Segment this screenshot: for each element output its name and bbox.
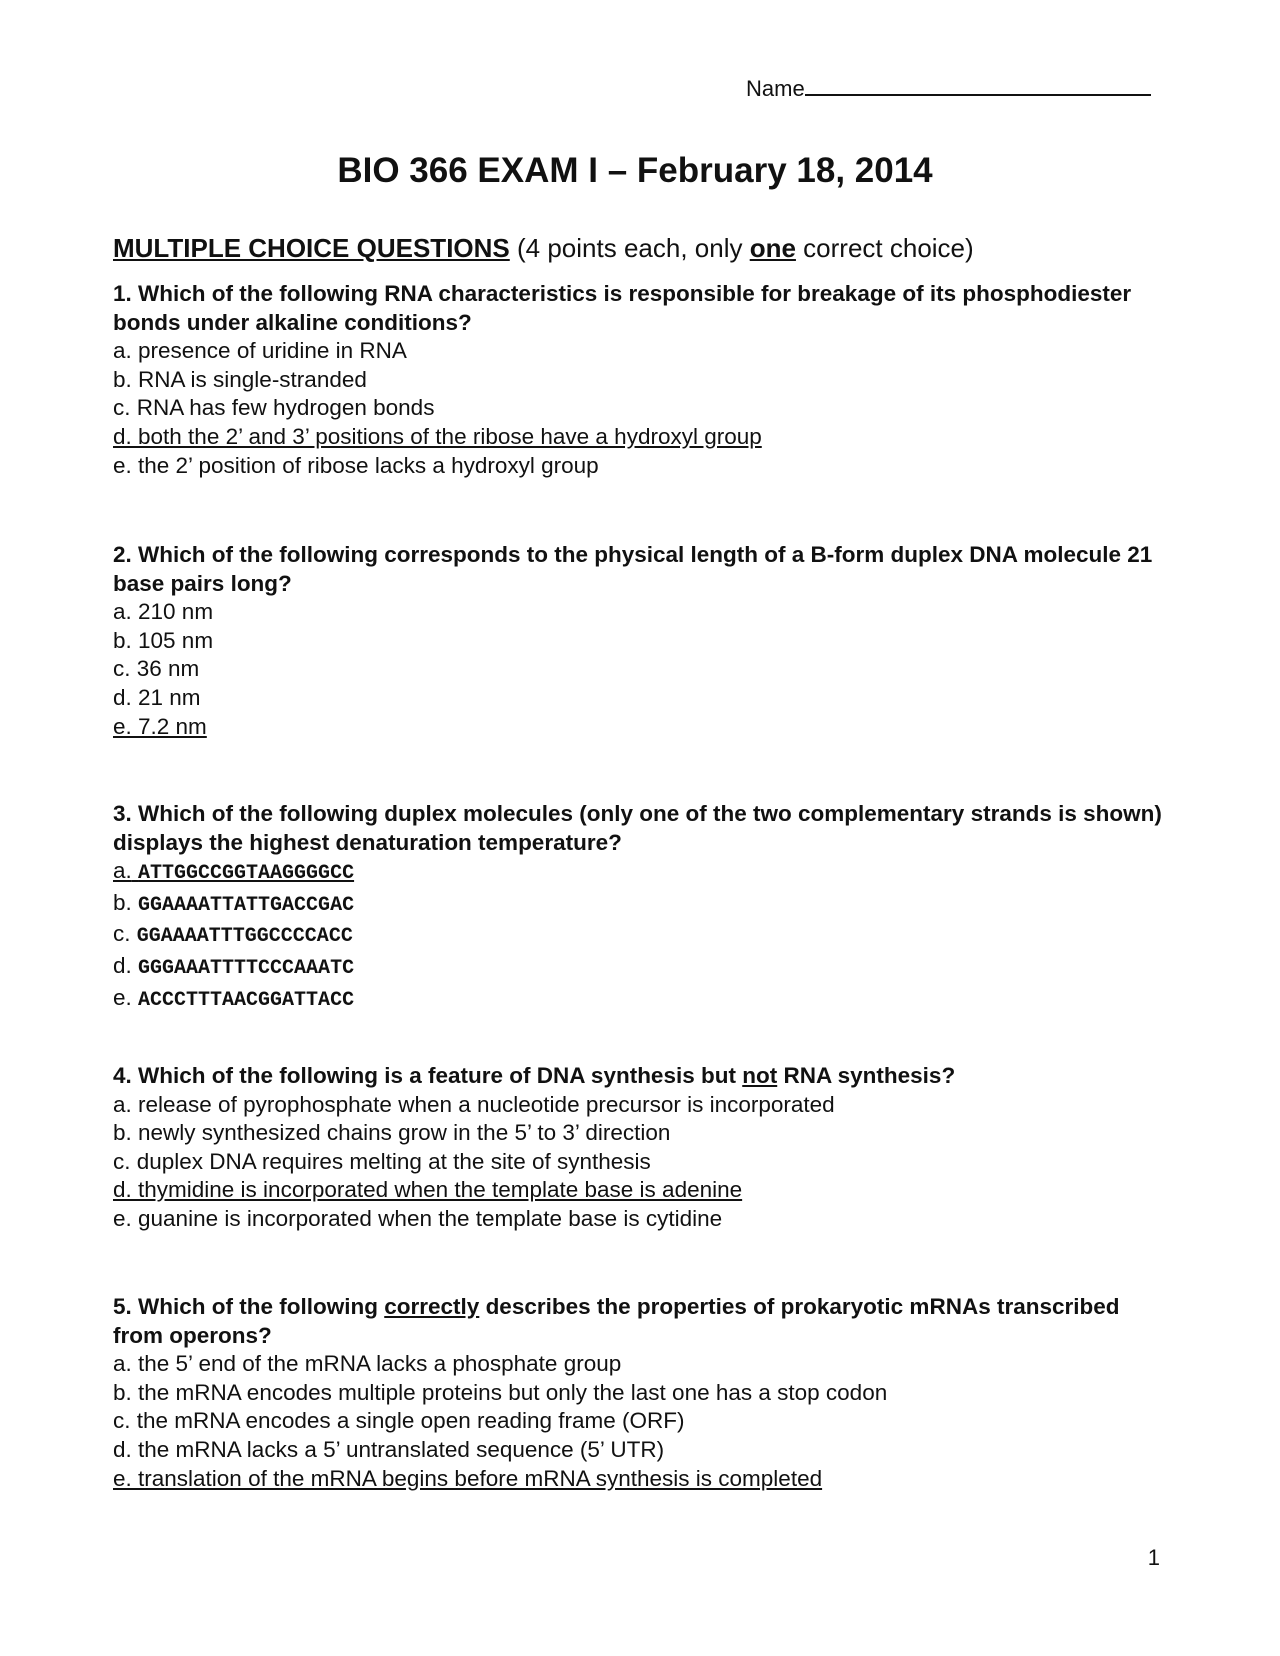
option-b: b. RNA is single-stranded [113, 366, 367, 392]
name-blank-line[interactable] [805, 74, 1151, 96]
option-b [113, 889, 1173, 921]
question-stem [113, 1062, 1173, 1091]
stem-prefix: 5. Which of the following [113, 1294, 378, 1319]
option-e-correct: e. 7.2 nm [113, 713, 207, 739]
stem-emphasis: not [742, 1063, 778, 1088]
question-stem: 2. Which of the following corresponds to the physical length of a B-form duplex DNA molecule 21 base pairs long? [113, 542, 1153, 596]
question-stem: 3. Which of the following duplex molecules (only one of the two complementary strands is shown) displays the highest denaturation temperature? [113, 801, 1162, 855]
dna-sequence: GGGAAATTTTCCCAAATC [138, 956, 355, 980]
option-a-correct [113, 857, 1173, 889]
stem-suffix: describes the properties of prokaryotic mRNAs transcribed from operons? [113, 1294, 1120, 1348]
page-number: 1 [1147, 1545, 1160, 1570]
option-c: c. duplex DNA requires melting at the site of synthesis [113, 1148, 651, 1174]
name-field [746, 74, 1151, 102]
question-4 [113, 1062, 1173, 1234]
option-d: d. 21 nm [113, 684, 201, 710]
option-a: a. 210 nm [113, 599, 214, 625]
section-note-emphasis: one [749, 233, 796, 263]
name-label: Name [746, 76, 805, 101]
question-3 [113, 800, 1173, 1015]
option-d: d. the mRNA lacks a 5’ untranslated sequence (5’ UTR) [113, 1436, 665, 1462]
section-note-prefix: (4 points each, only [517, 233, 743, 263]
dna-sequence: ACCCTTTAACGGATTACC [138, 988, 355, 1012]
section-header [113, 232, 1173, 264]
option-e [113, 984, 1173, 1016]
dna-sequence: GGAAAATTTGGCCCCACC [136, 925, 353, 949]
stem-prefix: 4. Which of the following is a feature of DNA synthesis but [113, 1063, 736, 1088]
question-5 [113, 1293, 1173, 1493]
question-stem: 1. Which of the following RNA characteristics is responsible for breakage of its phosphodiester bonds under alkaline conditions? [113, 281, 1132, 335]
stem-suffix: RNA synthesis? [783, 1063, 956, 1088]
option-e: e. the 2’ position of ribose lacks a hydroxyl group [113, 452, 599, 478]
dna-sequence: GGAAAATTATTGACCGAC [138, 893, 355, 917]
stem-emphasis: correctly [384, 1294, 480, 1319]
question-stem [113, 1293, 1173, 1350]
option-b: b. 105 nm [113, 627, 214, 653]
section-note-suffix: correct choice) [803, 233, 974, 263]
option-a: a. release of pyrophosphate when a nucleotide precursor is incorporated [113, 1091, 835, 1117]
question-2 [113, 541, 1173, 741]
exam-title: BIO 366 EXAM I – February 18, 2014 [337, 151, 933, 190]
dna-sequence: ATTGGCCGGTAAGGGGCC [138, 862, 355, 886]
option-a: a. the 5’ end of the mRNA lacks a phosphate group [113, 1351, 622, 1377]
option-letter: e. [113, 984, 132, 1010]
option-e: e. guanine is incorporated when the template base is cytidine [113, 1205, 723, 1231]
option-letter: b. [113, 889, 132, 915]
option-d-correct: d. thymidine is incorporated when the template base is adenine [113, 1177, 743, 1203]
option-b: b. the mRNA encodes multiple proteins but only the last one has a stop codon [113, 1379, 888, 1405]
option-d [113, 952, 1173, 984]
section-heading: MULTIPLE CHOICE QUESTIONS [113, 233, 510, 263]
option-a: a. presence of uridine in RNA [113, 338, 407, 364]
question-1 [113, 280, 1173, 480]
option-letter: c. [113, 921, 131, 947]
option-d-correct: d. both the 2’ and 3’ positions of the ribose have a hydroxyl group [113, 423, 762, 449]
option-c: c. the mRNA encodes a single open reading frame (ORF) [113, 1408, 685, 1434]
option-c: c. RNA has few hydrogen bonds [113, 395, 435, 421]
option-letter: a. [113, 858, 132, 884]
option-letter: d. [113, 952, 132, 978]
option-c [113, 920, 1173, 952]
option-c: c. 36 nm [113, 656, 200, 682]
option-b: b. newly synthesized chains grow in the 5’ to 3’ direction [113, 1120, 671, 1146]
option-e-correct: e. translation of the mRNA begins before mRNA synthesis is completed [113, 1465, 823, 1491]
